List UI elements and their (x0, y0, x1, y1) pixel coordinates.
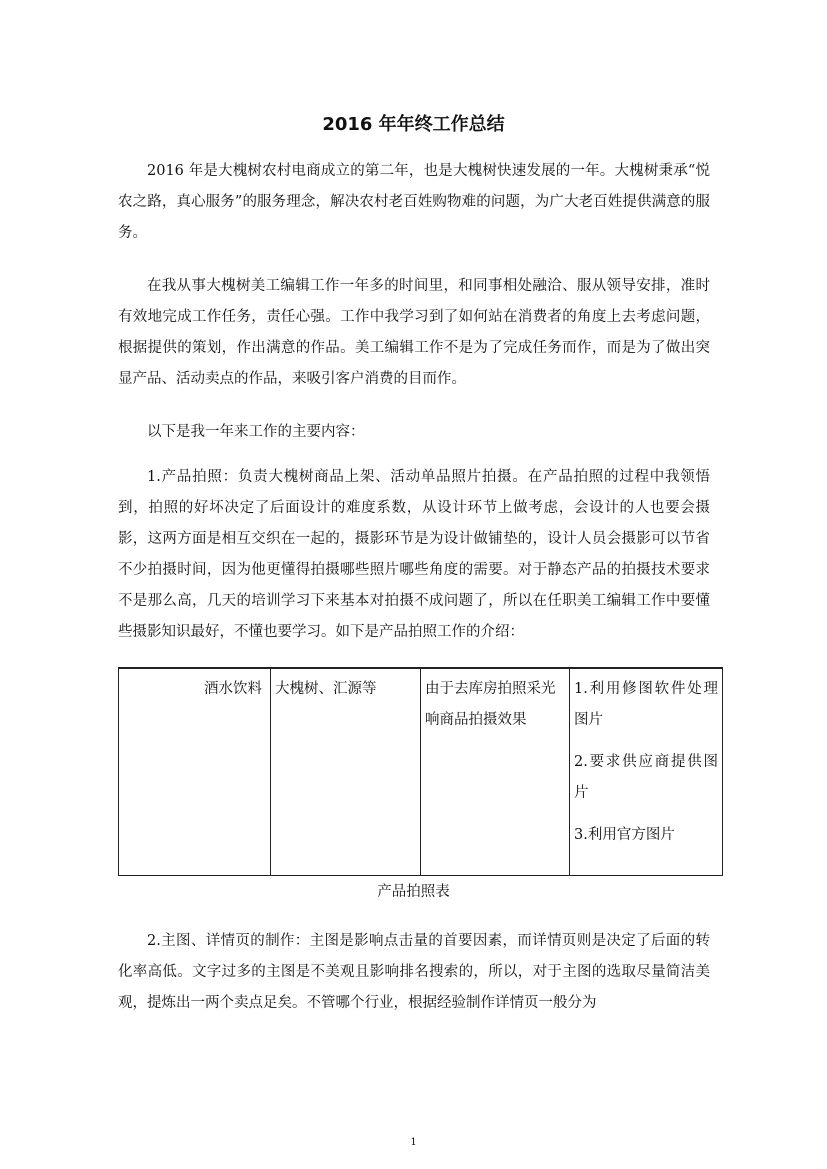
table-cell-problem: 由于去库房拍照采光响商品拍摄效果 (421, 668, 570, 876)
table-caption: 产品拍照表 (377, 884, 450, 900)
solution-item: 2.要求供应商提供图片 (574, 754, 718, 801)
solution-item: 1.利用修图软件处理图片 (574, 681, 718, 728)
paragraph-product-photo: 1.产品拍照：负责大槐树商品上架、活动单品照片拍摄。在产品拍照的过程中我领悟到，拍照的好坏决定了后面设计的难度系数，从设计环节上做考虑，会设计的人也要会摄影，这两方面是相互交织在一起的，摄影环节是为设计做铺垫的，设计人员会摄影可以节省不少拍摄时间，因为他更懂得拍摄哪些照片哪些角度的需要。对于静态产品的拍摄技术要求不是那么高，几天的培训学习下来基本对拍摄不成问题了，所以在任职美工编辑工作中要懂些摄影知识最好，不懂也要学习。如下是产品拍照工作的介绍： (118, 469, 710, 640)
paragraph-list-lead: 以下是我一年来工作的主要内容： (147, 424, 365, 440)
paragraph-intro: 2016 年是大槐树农村电商成立的第二年，也是大槐树快速发展的一年。大槐树秉承“悦农之路，真心服务”的服务理念，解决农村老百姓购物难的问题，为广大老百姓提供满意的服务。 (118, 163, 710, 241)
paragraph-main-image: 2.主图、详情页的制作：主图是影响点击量的首要因素，而详情页则是决定了后面的转化率高低。文字过多的主图是不美观且影响排名搜索的，所以，对于主图的选取尽量简洁美观，提炼出一两个卖点足矣。不管哪个行业，根据经验制作详情页一般分为 (118, 933, 710, 1011)
paragraph-work-attitude: 在我从事大槐树美工编辑工作一年多的时间里，和同事相处融洽、服从领导安排，准时有效地完成工作任务，责任心强。工作中我学习到了如何站在消费者的角度上去考虑问题，根据提供的策划，作出满意的作品。美工编辑工作不是为了完成任务而作，而是为了做出突显产品、活动卖点的作品，来吸引客户消费的目而作。 (118, 278, 710, 387)
solution-item: 3.利用官方图片 (574, 827, 675, 843)
table-cell-category: 酒水饮料 (119, 668, 271, 876)
table-cell-brands: 大槐树、汇源等 (271, 668, 421, 876)
document-title: 2016 年年终工作总结 (322, 114, 505, 135)
table-row (119, 668, 723, 876)
table-cell-solutions (570, 668, 723, 876)
page-number: 1 (410, 1137, 417, 1148)
product-photo-table (118, 667, 723, 876)
